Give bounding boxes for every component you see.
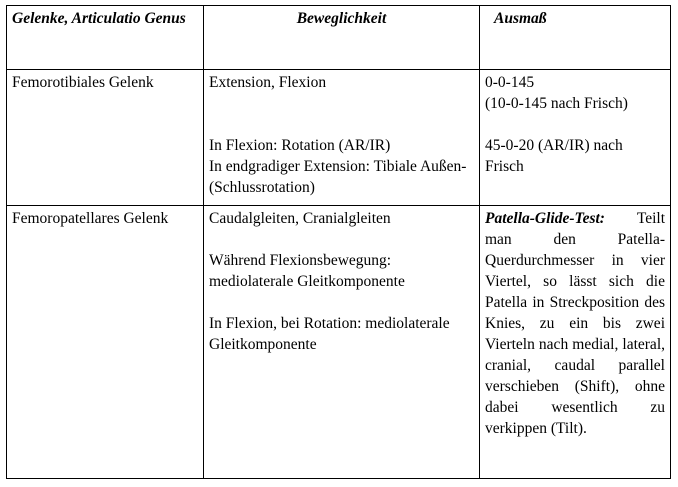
mobility-text: In Flexion, bei Rotation: mediolaterale Gleitkomponente (209, 315, 450, 353)
mobility-text: Während Flexionsbewegung: mediolaterale Gleitkomponente (209, 252, 405, 290)
knee-joint-table (6, 5, 671, 479)
table-row (7, 70, 671, 206)
range-text: 0-0-145 (485, 74, 535, 91)
range-text: (10-0-145 nach Frisch) (485, 95, 628, 112)
header-range: Ausmaß (480, 6, 671, 70)
range-cell (480, 70, 671, 206)
test-description (485, 208, 665, 439)
range-cell (480, 206, 671, 479)
mobility-text: Extension, Flexion (209, 74, 327, 91)
test-title: Patella-Glide-Test: (485, 210, 605, 227)
test-text: Teilt man den Patella-Querdurchmesser in vier Viertel, so lässt sich die Patella in Streckposition des Knies, zu ein bis zwei Vierteln nach medial, lateral, cranial, caudal parallel verschieben (Shift), ohne dabei wesentlich zu verkippen (Tilt). (485, 210, 665, 437)
range-text: 45-0-20 (AR/IR) nach Frisch (485, 137, 623, 175)
joint-name: Femoropatellares Gelenk (7, 206, 204, 479)
mobility-text: Caudalgleiten, Cranialgleiten (209, 210, 391, 227)
header-mobility: Beweglichkeit (204, 6, 480, 70)
mobility-text: In Flexion: Rotation (AR/IR) (209, 137, 391, 154)
header-joint: Gelenke, Articulatio Genus (7, 6, 204, 70)
table-row (7, 206, 671, 479)
mobility-cell (204, 206, 480, 479)
joint-name: Femorotibiales Gelenk (7, 70, 204, 206)
mobility-cell (204, 70, 480, 206)
document (6, 5, 670, 479)
mobility-text: In endgradiger Extension: Tibiale Außen- (Schlussrotation) (209, 158, 467, 196)
table-header-row (7, 6, 671, 70)
